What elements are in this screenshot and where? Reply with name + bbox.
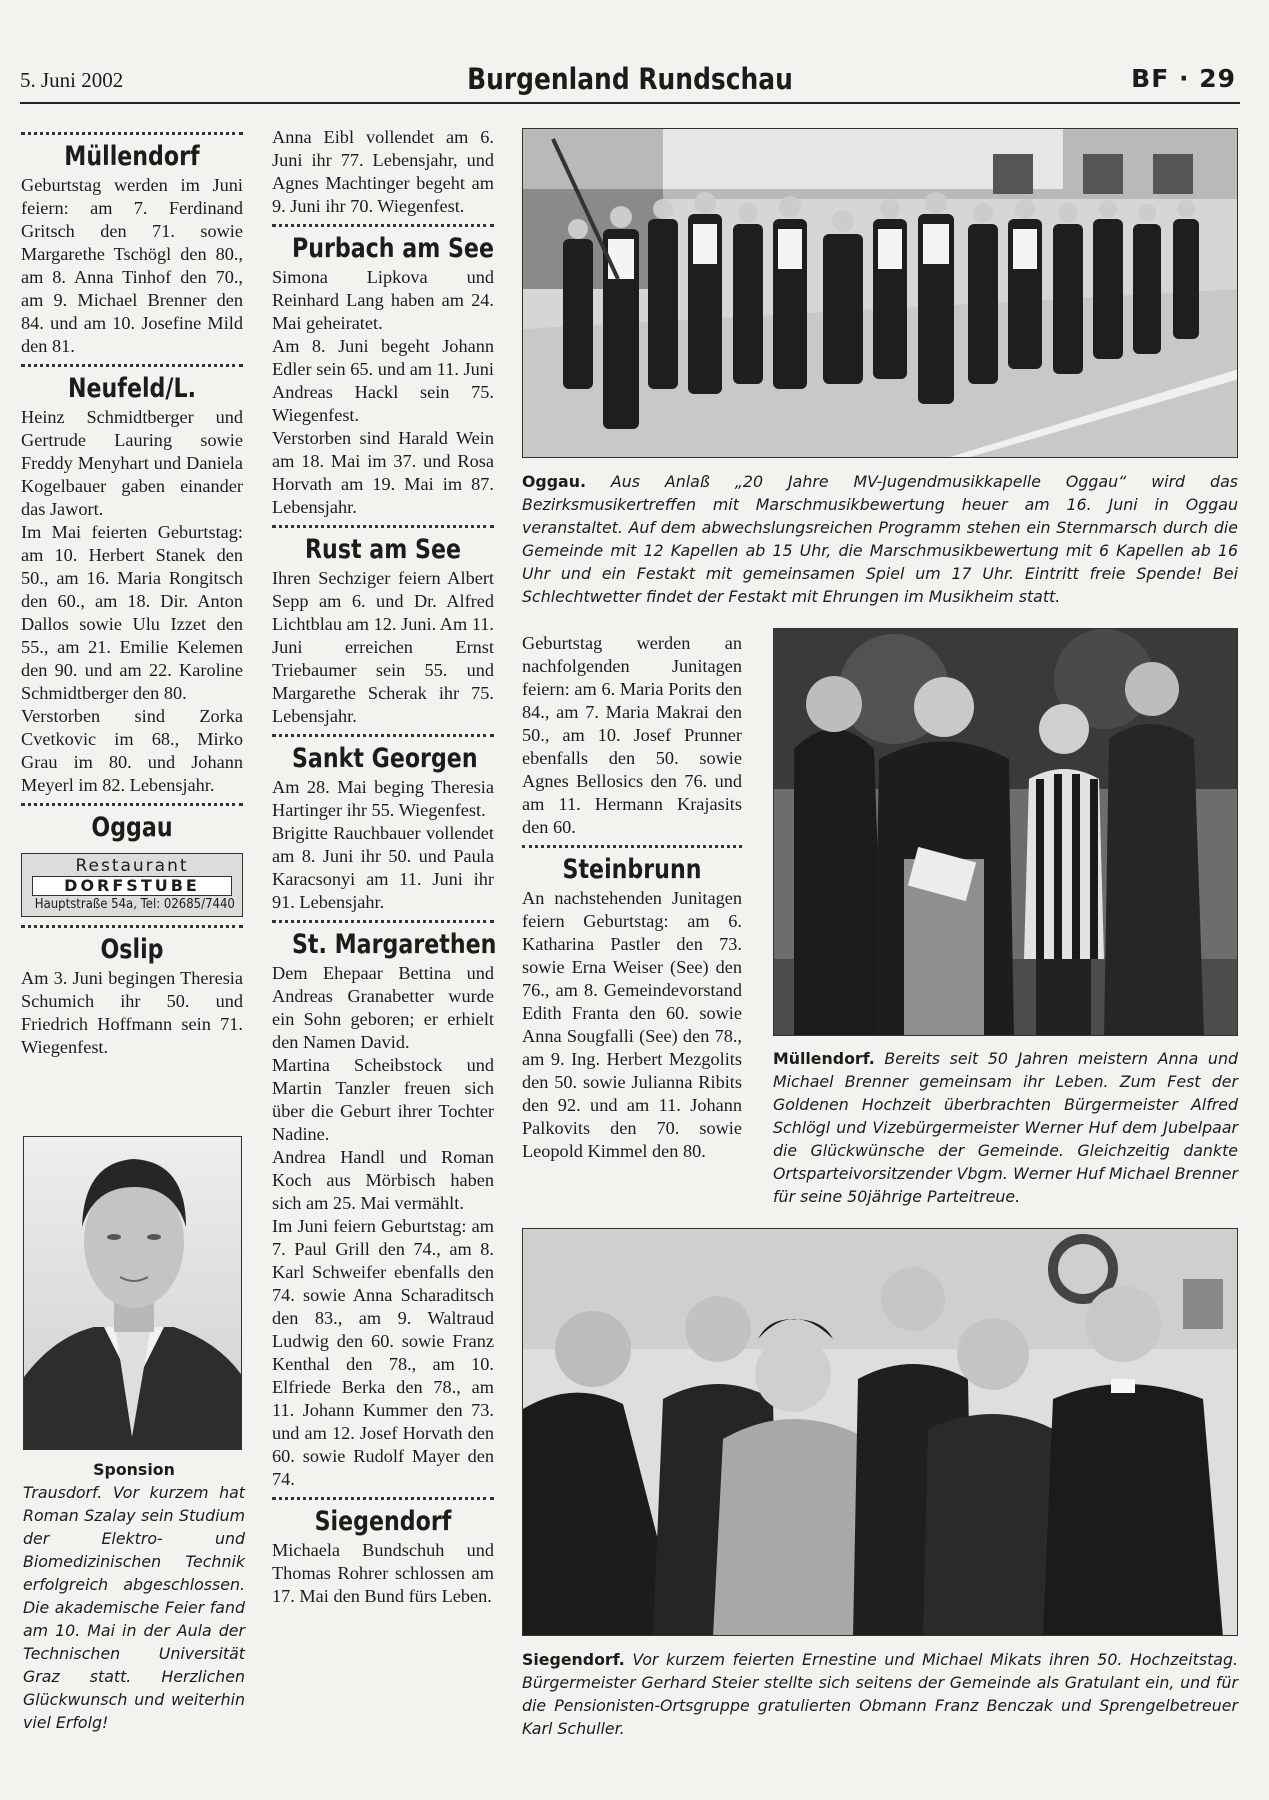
divider <box>272 734 494 737</box>
divider <box>21 925 243 928</box>
caption-place-oggau: Oggau. <box>522 472 586 491</box>
article-rust: Ihren Sechziger feiern Albert Sepp am 6. und Dr. Alfred Lichtblau am 12. Juni. Am 11. Juni erreichen Ernst Triebaumer sein 55. und Margarethe Scherak ihr 75. Lebensjahr. <box>272 568 494 726</box>
ad-address: Hauptstraße 54a, Tel: 02685/7440 <box>34 897 235 912</box>
divider <box>272 224 494 227</box>
article-st-margarethen-birth-2: Martina Scheibstock und Martin Tanzler freuen sich über die Geburt ihrer Tochter Nadine. <box>272 1055 494 1144</box>
divider <box>21 803 243 806</box>
ad-restaurant-name: DORFSTUBE <box>32 876 232 896</box>
divider <box>21 364 243 367</box>
heading-st-margarethen: St. Margarethen <box>291 929 497 960</box>
article-siegendorf: Michaela Bundschuh und Thomas Rohrer schlossen am 17. Mai den Bund fürs Leben. <box>272 1540 494 1606</box>
divider <box>272 1497 494 1500</box>
heading-oslip: Oslip <box>100 934 164 965</box>
ad-label: Restaurant <box>75 856 189 876</box>
heading-purbach: Purbach am See <box>291 233 494 264</box>
heading-steinbrunn: Steinbrunn <box>562 854 702 885</box>
article-neufeld-weddings: Heinz Schmidtberger und Gertrude Lauring sowie Freddy Menyhart und Daniela Kogelbauer gaben einander das Jawort. <box>21 407 243 519</box>
marching-band-photo <box>522 128 1238 458</box>
heading-sankt-georgen: Sankt Georgen <box>291 743 478 774</box>
caption-text-siegendorf: Vor kurzem feierten Ernestine und Michael Mikats ihren 50. Hochzeitstag. Bürgermeister Gerhard Steier stellte sich seitens der Gemeinde als Gratulant ein, und für die Pensionisten-Ortsgruppe gratulierten Obmann Franz Benczak und Sprengelbetreuer Karl Schuller. <box>522 1650 1238 1738</box>
page-number: BF · 29 <box>1131 64 1236 93</box>
article-steinbrunn: An nachstehenden Junitagen feiern Geburtstag: am 6. Katharina Pastler den 73. sowie Erna Weiser (See) den 76., am 8. Gemeindevorstand Edith Franta den 60. sowie Anna Sougfalli (See) den 78., am 9. Ing. Herbert Mezgolits den 50. sowie Julianna Ribits den 92. und am 11. Johann Palkovits den 70. sowie Leopold Kimmel den 80. <box>522 888 742 1161</box>
heading-muellendorf: Müllendorf <box>64 141 200 172</box>
muellendorf-group-photo <box>773 628 1238 1036</box>
muellendorf-caption <box>773 1047 1238 1208</box>
column-1 <box>21 126 243 1059</box>
masthead <box>20 60 1240 104</box>
divider <box>21 132 243 135</box>
column-3 <box>522 632 742 1163</box>
article-st-margarethen-birthdays: Im Juni feiern Geburtstag: am 7. Paul Grill den 74., am 8. Karl Schweifer ebenfalls den 74. sowie Anna Scharaditsch den 83., am 9. Waltraud Ludwig den 60. sowie Franz Kenthal den 78., am 10. Elfriede Berka den 78., am 11. Johann Kummer den 73. und am 12. Josef Horvath den 60. sowie Rudolf Mayer den 74. <box>272 1216 494 1489</box>
article-sankt-georgen-a: Am 28. Mai beging Theresia Hartinger ihr 55. Wiegenfest. <box>272 777 494 820</box>
caption-text-muellendorf: Bereits seit 50 Jahren meistern Anna und Michael Brenner gemeinsam ihr Leben. Zum Fest der Goldenen Hochzeit überbrachten Bürgermeister Alfred Schlögl und Vizebürgermeister Werner Huf dem Jubelpaar die Glückwünsche der Gemeinde. Gleichzeitig dankte Ortsparteivorsitzender Vbgm. Werner Huf Michael Brenner für seine 50jährige Parteitreue. <box>773 1049 1238 1206</box>
caption-text-oggau: Aus Anlaß „20 Jahre MV-Jugendmusikkapelle Oggau“ wird das Bezirksmusikertreffen mit Marschmusikbewertung heuer am 16. Juni in Oggau veranstaltet. Auf dem abwechslungsreichen Programm stehen ein Sternmarsch durch die Gemeinde mit 12 Kapellen ab 15 Uhr, die Marschmusikbewertung mit 6 Kapellen ab 16 Uhr und ein Festakt mit gemeinsamen Spiel um 17 Uhr. Eintritt freie Spende! Bei Schlechtwetter findet der Festakt mit Ehrungen im Musikheim statt. <box>522 472 1238 606</box>
newspaper-title: Burgenland Rundschau <box>467 62 793 96</box>
article-neufeld-deaths: Verstorben sind Zorka Cvetkovic im 68., Mirko Grau im 80. und Johann Meyerl im 82. Lebensjahr. <box>21 706 243 795</box>
caption-place-siegendorf: Siegendorf. <box>522 1650 625 1669</box>
siegendorf-group-photo <box>522 1228 1238 1636</box>
divider <box>272 525 494 528</box>
article-st-margarethen-wedding: Andrea Handl und Roman Koch aus Mörbisch haben sich am 25. Mai vermählt. <box>272 1147 494 1213</box>
column-2 <box>272 126 497 1608</box>
divider <box>272 920 494 923</box>
divider <box>522 845 742 848</box>
issue-date: 5. Juni 2002 <box>20 68 124 92</box>
article-purbach-birthdays: Am 8. Juni begeht Johann Edler sein 65. und am 11. Juni Andreas Hackl sein 75. Wiegenfest. <box>272 336 494 425</box>
article-st-margarethen-birth: Dem Ehepaar Bettina und Andreas Granabetter wurde ein Sohn geboren; er erhielt den Namen David. <box>272 963 494 1052</box>
siegendorf-caption <box>522 1648 1238 1740</box>
sponsion-caption <box>23 1458 245 1734</box>
heading-neufeld: Neufeld/L. <box>68 373 196 404</box>
article-oslip: Am 3. Juni begingen Theresia Schumich ihr 50. und Friedrich Hoffmann sein 71. Wiegenfest. <box>21 968 243 1057</box>
article-sankt-georgen-b: Brigitte Rauchbauer vollendet am 8. Juni ihr 50. und Paula Karacsonyi am 11. Juni ihr 91. Lebensjahr. <box>272 823 494 912</box>
caption-place-muellendorf: Müllendorf. <box>773 1049 875 1068</box>
article-muellendorf: Geburtstag werden im Juni feiern: am 7. Ferdinand Gritsch den 71. sowie Margarethe Tschögl den 80., am 8. Anna Tinhof den 70., am 9. Michael Brenner den 84. und am 10. Josefine Mild den 81. <box>21 175 243 356</box>
heading-oggau: Oggau <box>91 812 173 843</box>
heading-siegendorf: Siegendorf <box>314 1506 452 1537</box>
article-oslip-continued: Anna Eibl vollendet am 6. Juni ihr 77. Lebensjahr, und Agnes Machtinger begeht am 9. Juni ihr 70. Wiegenfest. <box>272 127 494 216</box>
sponsion-text: Trausdorf. Vor kurzem hat Roman Szalay sein Studium der Elektro- und Biomedizinischen Technik erfolgreich abgeschlossen. Die akademische Feier fand am 10. Mai in der Aula der Technischen Universität Graz statt. Herzlichen Glückwunsch und weiterhin viel Erfolg! <box>23 1483 245 1732</box>
article-neufeld-birthdays: Im Mai feierten Geburtstag: am 10. Herbert Stanek den 50., am 16. Maria Rongitsch den 60., am 18. Dir. Anton Dallos sowie Ulu Izzet den 55., am 21. Emilie Kelemen den 90. und am 22. Karoline Schmidtberger den 80. <box>21 522 243 703</box>
article-purbach-wedding: Simona Lipkova und Reinhard Lang haben am 24. Mai geheiratet. <box>272 267 494 333</box>
restaurant-advertisement <box>21 853 243 917</box>
sponsion-heading: Sponsion <box>93 1460 175 1479</box>
article-purbach-deaths: Verstorben sind Harald Wein am 18. Mai im 37. und Rosa Horvath am 19. Mai im 87. Lebensjahr. <box>272 428 494 517</box>
portrait-photo <box>23 1136 242 1450</box>
heading-rust: Rust am See <box>305 534 461 565</box>
article-birthdays-continued: Geburtstag werden an nachfolgenden Junitagen feiern: am 6. Maria Porits den 84., am 7. Maria Makrai den 50., am 10. Josef Prunner ebenfalls den 50. sowie Agnes Bellosics den 76. und am 11. Hermann Krajasits den 60. <box>522 633 742 837</box>
oggau-caption <box>522 470 1238 608</box>
